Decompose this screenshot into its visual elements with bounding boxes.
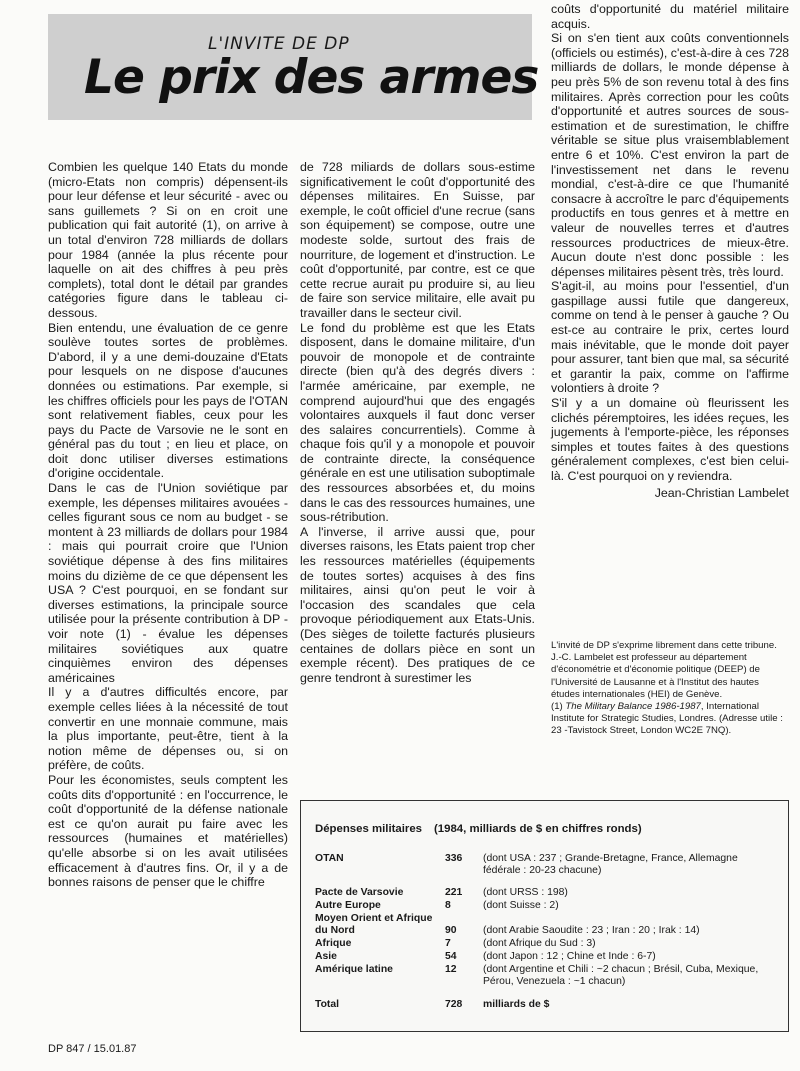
paragraph: Il y a d'autres difficultés encore, par exemple celles liées à la nécessité de tout convertir en une monnaie commune, mais la plus importante, peut-être, tient à la notion même de dépenses ou, si on préfère, de coûts. [48, 685, 288, 773]
footnote-title: The Military Balance 1986-1987 [565, 701, 701, 713]
region-value: 54 [445, 951, 457, 962]
paragraph: Pour les économistes, seuls comptent les coûts dits d'opportunité : en l'occurrence, le coût d'opportunité de la défense nationale est ce qu'on aurait pu faire avec les ressources (humaines et matérielles) qu'elle absorbe si on les avait utilisées efficacement à d'autres fins. Or, il y a de bonnes raisons de penser que le chiffre [48, 772, 288, 890]
region-name: Autre Europe [315, 900, 381, 911]
paragraph: Le fond du problème est que les Etats disposent, dans le domaine militaire, d'un pouvoir de monopole et de contrainte directe (bien qu'à des degrés divers : l'armée américaine, par exemple, ne comprend aujourd'hui que des engagés volontaires auxquels il faut donc verser des salaires concurrentiels). Comme à chaque fois qu'il y a monopole et pouvoir de contrainte directe, la conséquence générale en est une utilisation suboptimale des ressources absorbées et, du moins dans le cas des ressources humaines, une sous-rétribution. [300, 320, 535, 525]
table-unit: (1984, milliards de $ en chiffres ronds) [434, 823, 642, 835]
region-value: 8 [445, 900, 451, 911]
region-name: Afrique [315, 938, 352, 949]
column-2 [300, 160, 535, 685]
region-detail: (dont Afrique du Sud : 3) [483, 938, 596, 949]
table-title-label: Dépenses militaires [315, 823, 422, 835]
paragraph: coûts d'opportunité du matériel militaire acquis. [551, 2, 789, 31]
issue-footer: DP 847 / 15.01.87 [48, 1043, 137, 1055]
region-name: OTAN [315, 853, 344, 864]
region-value: 221 [445, 887, 463, 898]
author-signature: Jean-Christian Lambelet [654, 485, 789, 500]
region-detail: (dont Japon : 12 ; Chine et Inde : 6-7) [483, 951, 656, 962]
paragraph: S'agit-il, au moins pour l'essentiel, d'un gaspillage aussi futile que dangereux, comme on tend à le penser à gauche ? Ou est-ce au contraire le prix, certes lourd mais inévitable, que le monde doit payer pour assurer, tant bien que mal, sa sécurité et garantir la paix, comme on l'affirme volontiers à droite ? [551, 279, 789, 396]
bio-text: L'invité de DP s'exprime librement dans cette tribune. J.-C. Lambelet est professeur au département d'économétrie et d'économie politique (DEEP) de l'Université de Lausanne et à l'Institut des hautes études internationales (HEI) de Genève. [551, 640, 777, 700]
region-name: Pacte de Varsovie [315, 887, 404, 898]
region-detail: (dont Suisse : 2) [483, 900, 559, 911]
footnote [551, 701, 789, 738]
region-value: 336 [445, 853, 463, 864]
region-detail: (dont Arabie Saoudite : 23 ; Iran : 20 ; Irak : 14) [483, 925, 700, 936]
total-unit: milliards de $ [483, 999, 550, 1010]
paragraph: Dans le cas de l'Union soviétique par exemple, les dépenses militaires avouées - celles figurant sous ce nom au budget - se montent à 23 milliards de dollars pour 1984 : mais qui pourrait croire que l'Union soviétique dépense à des fins militaires moins du dizième de ce que dépensent les USA ? C'est pourquoi, en se fondant sur diverses estimations, la principale source utilisée pour la présente contribution à DP - voir note (1) - évalue les dépenses militaires soviétiques aux quatre cinquièmes environ des dépenses américaines [48, 481, 288, 685]
footnote-details: , International Institute for Strategic Studies, Londres. (Adresse utile : 23 -Tavistock Street, London WC2E 7NQ). [551, 701, 783, 737]
footnote-number: (1) [551, 701, 563, 713]
region-name: Moyen Orient et Afrique du Nord [315, 913, 433, 936]
column-1 [48, 160, 288, 890]
region-value: 12 [445, 964, 457, 975]
rubric-kicker: L'INVITE DE DP [208, 34, 350, 54]
region-detail: (dont URSS : 198) [483, 887, 568, 898]
table-title [315, 823, 642, 835]
region-name: Asie [315, 951, 337, 962]
paragraph: de 728 miliards de dollars sous-estime significativement le coût d'opportunité des dépenses militaires. En Suisse, par exemple, le coût officiel d'une recrue (sans son équipement) se compose, outre une modeste solde, surtout des frais de nourriture, de logement et d'instruction. Le coût d'opportunité, par contre, est ce que cette recrue aurait pu produire si, au lieu de faire son service militaire, elle avait pu travailler dans le secteur civil. [300, 160, 535, 320]
expenditure-table [300, 800, 789, 1032]
total-label: Total [315, 999, 340, 1010]
paragraph: S'il y a un domaine où fleurissent les clichés péremptoires, les idées reçues, les jugements à l'emporte-pièce, les réponses simples et toutes faites à des questions généralement complexes, c'est bien celui-là. C'est pourquoi on y reviendra. [551, 396, 789, 483]
region-value: 90 [445, 925, 457, 936]
region-detail: (dont USA : 237 ; Grande-Bretagne, France, Allemagne fédérale : 20-23 chacune) [483, 853, 738, 876]
paragraph: Combien les quelque 140 Etats du monde (micro-Etats non compris) dépensent-ils pour leur défense et leur sécurité - avec ou sans guillemets ? Si on en croit une publication qui fait autorité (1), on arrive à un total d'environ 728 milliards de dollars pour 1984 (année la plus récente pour laquelle on ait des chiffres à peu près complets), total dont le détail par grandes catégories figure dans le tableau ci-dessous. [48, 160, 288, 320]
region-name: Amérique latine [315, 964, 393, 975]
column-3 [551, 2, 789, 500]
paragraph: A l'inverse, il arrive aussi que, pour diverses raisons, les Etats paient trop cher les ressources matérielles (équipements de toutes sortes) acquises à des fins militaires, ainsi qu'on peut le voir à l'occasion des scandales que cela provoque périodiquement aux Etats-Unis. (Des sièges de toilette facturés plusieurs centaines de dollars pièce en sont un exemple récent). Des pratiques de ce genre tendront à surestimer les [300, 524, 535, 685]
paragraph: Bien entendu, une évaluation de ce genre soulève toutes sortes de problèmes. D'abord, il y a une demi-douzaine d'Etats pour lesquels on ne dispose d'aucunes données ou estimations. Par exemple, si les chiffres officiels pour les pays de l'OTAN sont relativement fiables, ceux pour les pays du Pacte de Varsovie ne le sont en général pas du tout ; en lieu et place, on doit donc utiliser diverses estimations d'origine occidentale. [48, 320, 288, 481]
paragraph: Si on s'en tient aux coûts conventionnels (officiels ou estimés), c'est-à-dire à ces 728 milliards de dollars, le monde dépense à peu près 5% de son revenu total à des fins militaires. Après correction pour les coûts d'opportunité et autres sources de sous-estimation et de surestimation, le chiffre véritable se situe plus vraisemblablement entre 6 et 10%. C'est environ la part de l'investissement net dans le revenu mondial, c'est-à-dire ce que l'humanité consacre à accroître le parc d'équipements productifs en tous genres et à mettre en valeur de nouvelles terres et d'autres ressources productrices de mieux-être. Aucun doute n'est donc possible : les dépenses militaires pèsent très, très lourd. [551, 31, 789, 279]
article-title: Le prix des armes [84, 50, 539, 105]
total-value: 728 [445, 999, 463, 1010]
region-detail: (dont Argentine et Chili : ~2 chacun ; Brésil, Cuba, Mexique, Pérou, Venezuela : ~1 chacun) [483, 964, 759, 987]
author-bio [551, 640, 789, 738]
region-value: 7 [445, 938, 451, 949]
